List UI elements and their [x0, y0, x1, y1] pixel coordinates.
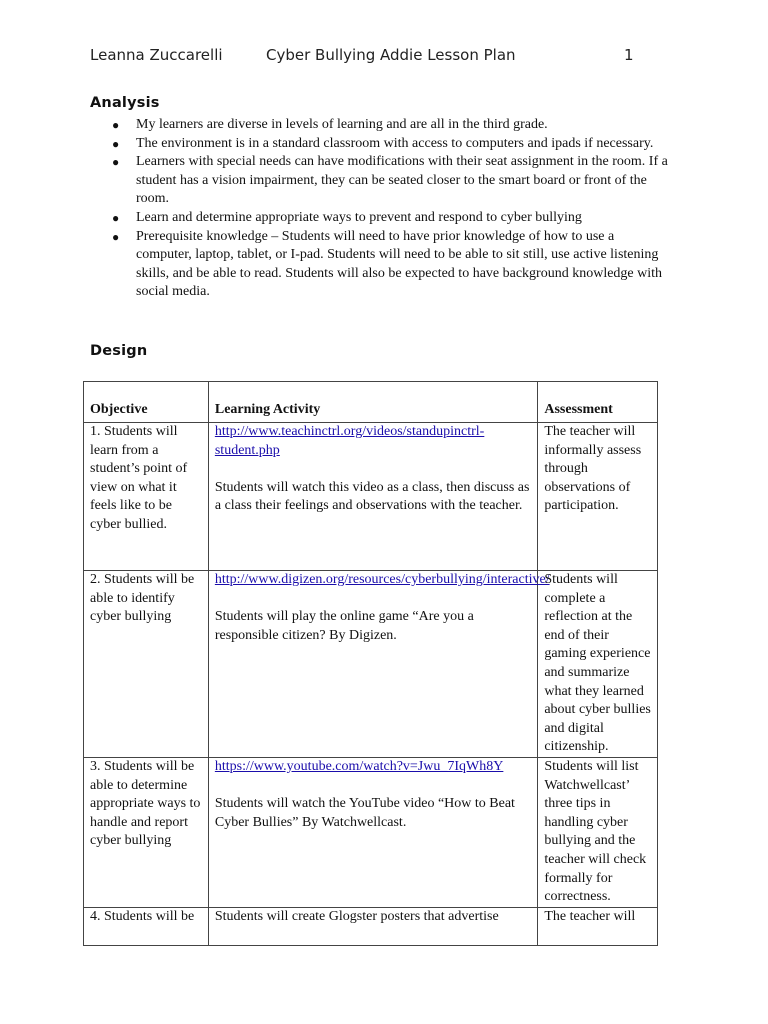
author-name: Leanna Zuccarelli [90, 46, 223, 64]
assessment-cell: The teacher will [538, 907, 658, 945]
assessment-cell: Students will complete a reflection at the end of their gaming experience and summarize what they learned about cyber bullies and digital citizenship. [538, 571, 658, 758]
analysis-heading: Analysis [90, 95, 160, 111]
design-table [83, 381, 658, 946]
page-header [90, 46, 668, 68]
list-item: ● Prerequisite knowledge – Students will need to have prior knowledge of how to use a computer, laptop, tablet, or I-pad. Students will need to be able to sit still, use active listening skills, and be able to read. Students will also be expected to have background knowledge with social media. [112, 228, 663, 300]
document-title: Cyber Bullying Addie Lesson Plan [266, 46, 516, 64]
column-header-assessment: Assessment [538, 382, 658, 423]
list-item: ● Learn and determine appropriate ways to prevent and respond to cyber bullying [112, 209, 672, 228]
activity-text: Students will play the online game “Are you a responsible citizen? By Digizen. [214, 609, 474, 643]
activity-text: Students will watch the YouTube video “How to Beat Cyber Bullies” By Watchwellcast. [214, 796, 515, 830]
objective-cell: 1. Students will learn from a student’s point of view on what it feels like to be cyber bullied. [84, 423, 209, 571]
activity-cell [208, 571, 550, 758]
activity-cell [208, 757, 537, 907]
bullet-icon: ● [112, 210, 120, 225]
objective-cell: 3. Students will be able to determine appropriate ways to handle and report cyber bullying [84, 757, 209, 907]
objective-cell: 2. Students will be able to identify cyber bullying [84, 571, 209, 758]
assessment-cell: Students will list Watchwellcast’ three tips in handling cyber bullying and the teacher will check formally for correctness. [538, 757, 658, 907]
resource-link[interactable]: http://www.digizen.org/resources/cyberbullying/interactive/ [214, 572, 550, 587]
bullet-icon: ● [112, 155, 120, 170]
bullet-icon: ● [112, 118, 120, 132]
bullet-icon: ● [112, 136, 120, 151]
list-item: ● Learners with special needs can have modifications with their seat assignment in the room. If a student has a vision impairment, they can be seated closer to the smart board or front of the room. [112, 154, 668, 207]
list-item: ● My learners are diverse in levels of learning and are all in the third grade. [112, 116, 672, 135]
activity-cell: Students will create Glogster posters that advertise [208, 907, 537, 945]
design-heading: Design [90, 343, 148, 359]
column-header-objective: Objective [84, 382, 209, 423]
table-row [84, 423, 658, 571]
resource-link[interactable]: http://www.teachinctrl.org/videos/standupinctrl-student.php [214, 424, 485, 458]
assessment-cell: The teacher will informally assess through observations of participation. [538, 423, 658, 571]
table-row [84, 571, 658, 758]
activity-text: Students will watch this video as a class, then discuss as a class their feelings and observations with the teacher. [214, 479, 530, 514]
analysis-bullet-list [112, 116, 672, 302]
column-header-learning-activity: Learning Activity [208, 382, 537, 423]
resource-link[interactable]: https://www.youtube.com/watch?v=Jwu_7IqWh8Y [214, 758, 504, 774]
objective-cell: 4. Students will be [84, 907, 209, 945]
activity-cell [208, 423, 537, 571]
table-row [84, 907, 658, 945]
list-item: ● The environment is in a standard classroom with access to computers and ipads if necessary. [112, 135, 672, 154]
table-row [84, 757, 658, 907]
table-header-row [84, 382, 658, 423]
bullet-icon: ● [112, 229, 120, 244]
page-number: 1 [624, 46, 634, 64]
